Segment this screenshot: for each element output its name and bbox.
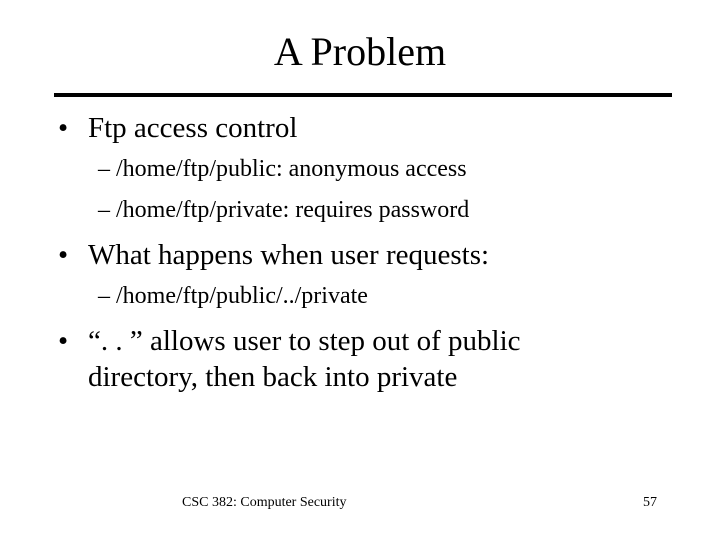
sub-marker: – — [98, 197, 110, 223]
bullet-marker: • — [58, 239, 69, 271]
bullet-item — [58, 237, 489, 273]
bullet-text-line: “. . ” allows user to step out of public — [88, 325, 521, 357]
bullet-text: What happens when user requests: — [88, 239, 490, 271]
sub-text: /home/ftp/public: anonymous access — [116, 156, 467, 182]
bullet-text-line: directory, then back into private — [88, 361, 458, 393]
bullet-marker: • — [58, 325, 69, 357]
bullet-item — [58, 323, 521, 395]
bullet-item — [58, 110, 297, 146]
sub-text: /home/ftp/public/../private — [116, 283, 368, 309]
sub-text: /home/ftp/private: requires password — [116, 197, 470, 223]
sub-item — [98, 195, 469, 225]
sub-item — [98, 281, 368, 311]
bullet-text-block — [88, 323, 521, 395]
bullet-marker: • — [58, 112, 69, 144]
sub-marker: – — [98, 156, 110, 182]
footer-course: CSC 382: Computer Security — [182, 495, 347, 510]
title-divider — [54, 93, 672, 97]
sub-item — [98, 154, 467, 184]
slide-title: A Problem — [273, 29, 447, 74]
sub-marker: – — [98, 283, 110, 309]
bullet-text: Ftp access control — [88, 112, 298, 144]
footer-page-number: 57 — [643, 495, 657, 510]
